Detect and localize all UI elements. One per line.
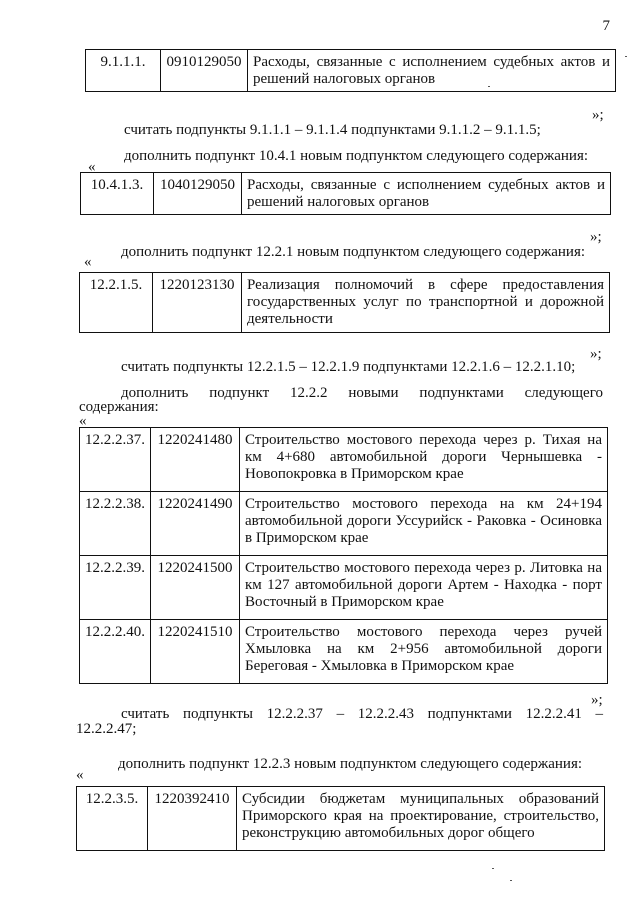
opening-quote: « [76,767,84,783]
renumber-paragraph-continuation: 12.2.2.47; [76,721,137,737]
table-row [80,556,608,620]
item-description: Расходы, связанные с исполнением судебных актов и решений налоговых органов [248,50,616,92]
item-number: 9.1.1.1. [86,50,161,92]
budget-code: 1040129050 [154,173,242,215]
budget-table-12-2-2 [79,427,608,684]
budget-code: 1220123130 [153,273,242,333]
opening-quote: « [88,159,96,175]
item-number: 12.2.1.5. [80,273,153,333]
item-description: Строительство мостового перехода на км 24+194 автомобильной дороги Уссурийск - Раковка - Осиновка в Приморском крае [240,492,608,556]
renumber-paragraph: считать подпункты 12.2.2.37 – 12.2.2.43 подпунктами 12.2.2.41 – [121,706,603,722]
page-number: 7 [602,18,610,34]
item-description: Строительство мостового перехода через ручей Хмыловка на км 2+956 автомобильной дороги Береговая - Хмыловка в Приморском крае [240,620,608,684]
table-row [80,620,608,684]
item-description: Строительство мостового перехода через р. Литовка на км 127 автомобильной дороги Артем - Находка - порт Восточный в Приморском крае [240,556,608,620]
opening-quote: « [79,413,87,429]
table-row [77,787,605,851]
item-description: Субсидии бюджетам муниципальных образований Приморского края на проектирование, строительство, реконструкцию автомобильных дорог общего [237,787,605,851]
closing-quote: »; [590,346,602,362]
budget-table-12-2-1 [79,272,610,333]
opening-quote: « [84,254,92,270]
amend-paragraph: дополнить подпункт 12.2.1 новым подпунктом следующего содержания: [121,244,586,260]
budget-code: 1220241480 [151,428,240,492]
renumber-paragraph: считать подпункты 9.1.1.1 – 9.1.1.4 подпунктами 9.1.1.2 – 9.1.1.5; [124,122,541,138]
item-description: Реализация полномочий в сфере предоставления государственных услуг по транспортной и дорожной деятельности [242,273,610,333]
budget-table-12-2-3 [76,786,605,851]
item-description: Строительство мостового перехода через р. Тихая на км 4+680 автомобильной дороги Чернышевка - Новопокровка в Приморском крае [240,428,608,492]
scan-speck [492,868,494,869]
amend-paragraph: дополнить подпункт 12.2.3 новым подпунктом следующего содержания: [118,756,583,772]
renumber-paragraph: считать подпункты 12.2.1.5 – 12.2.1.9 подпунктами 12.2.1.6 – 12.2.1.10; [121,359,576,375]
budget-code: 1220241490 [151,492,240,556]
budget-code: 1220392410 [148,787,237,851]
closing-quote: »; [590,229,602,245]
item-number: 10.4.1.3. [81,173,154,215]
item-number: 12.2.2.40. [80,620,151,684]
table-row [80,273,610,333]
budget-table-9-1-1 [85,49,616,92]
item-description: Расходы, связанные с исполнением судебных актов и решений налоговых органов [242,173,611,215]
scan-speck [510,880,512,881]
table-row [80,428,608,492]
scan-speck [625,56,627,57]
amend-paragraph-continuation: содержания: [79,399,159,415]
budget-table-10-4-1 [80,172,611,215]
table-row [80,492,608,556]
budget-code: 1220241500 [151,556,240,620]
table-row [81,173,611,215]
item-number: 12.2.2.37. [80,428,151,492]
item-number: 12.2.2.38. [80,492,151,556]
item-number: 12.2.2.39. [80,556,151,620]
table-row [86,50,616,92]
amend-paragraph: дополнить подпункт 12.2.2 новыми подпунктами следующего [121,385,603,401]
closing-quote: »; [591,692,603,708]
scan-speck [488,86,490,87]
amend-paragraph: дополнить подпункт 10.4.1 новым подпунктом следующего содержания: [124,148,589,164]
closing-quote: »; [592,107,604,123]
budget-code: 0910129050 [161,50,248,92]
budget-code: 1220241510 [151,620,240,684]
item-number: 12.2.3.5. [77,787,148,851]
